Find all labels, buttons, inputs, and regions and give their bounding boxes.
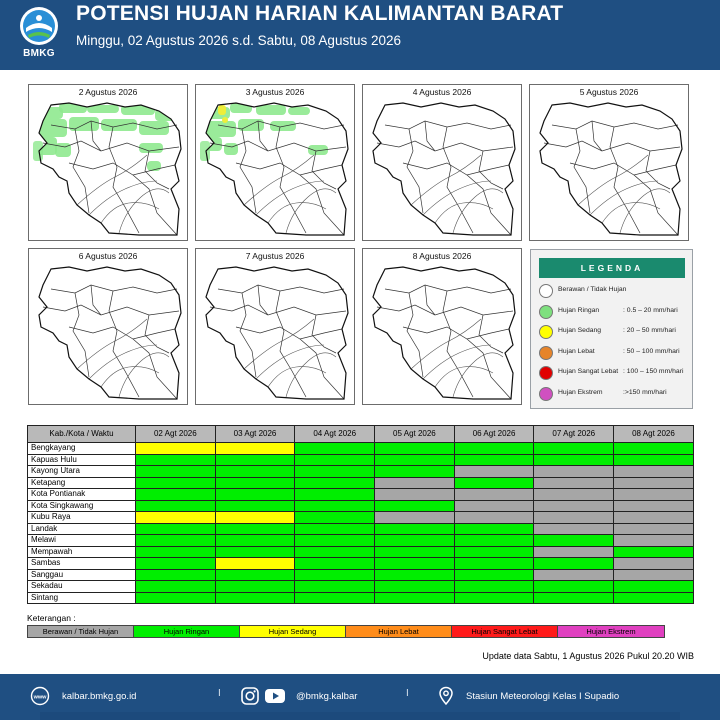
map-panel: [362, 248, 522, 405]
kalbar-map: [196, 249, 356, 406]
legend-item: [539, 282, 689, 300]
forecast-cell: [215, 489, 295, 501]
map-date-label: 2 Agustus 2026: [78, 87, 138, 97]
legend-range: :>150 mm/hari: [623, 388, 667, 396]
forecast-cell: [136, 592, 216, 604]
forecast-cell: [215, 454, 295, 466]
region-name: Kubu Raya: [28, 512, 136, 524]
forecast-cell: [614, 535, 694, 547]
page-title: POTENSI HUJAN HARIAN KALIMANTAN BARAT: [76, 2, 564, 25]
forecast-cell: [295, 489, 375, 501]
forecast-cell: [534, 592, 614, 604]
forecast-cell: [375, 466, 455, 478]
forecast-cell: [295, 512, 375, 524]
region-name: Kota Pontianak: [28, 489, 136, 501]
forecast-cell: [454, 512, 534, 524]
forecast-cell: [215, 466, 295, 478]
keterangan-label: Keterangan :: [27, 613, 76, 623]
table-row: [28, 477, 694, 489]
table-row: [28, 558, 694, 570]
forecast-cell: [295, 535, 375, 547]
forecast-cell: [375, 523, 455, 535]
forecast-cell: [534, 523, 614, 535]
footer-decorative-strip: [40, 712, 680, 720]
map-panel: [195, 84, 355, 241]
forecast-cell: [454, 454, 534, 466]
forecast-cell: [614, 500, 694, 512]
kalbar-map: [29, 249, 189, 406]
legend-swatch: [539, 305, 553, 319]
region-name: Sanggau: [28, 569, 136, 581]
forecast-cell: [375, 454, 455, 466]
forecast-cell: [295, 546, 375, 558]
forecast-cell: [136, 581, 216, 593]
map-date-label: 6 Agustus 2026: [78, 251, 138, 261]
forecast-cell: [454, 581, 534, 593]
forecast-cell: [534, 558, 614, 570]
forecast-cell: [295, 523, 375, 535]
forecast-cell: [454, 546, 534, 558]
youtube-icon: [264, 686, 286, 706]
forecast-cell: [215, 546, 295, 558]
kalbar-map: [363, 85, 523, 242]
table-row: [28, 512, 694, 524]
footer-social[interactable]: [240, 686, 357, 706]
forecast-cell: [215, 558, 295, 570]
forecast-cell: [534, 443, 614, 455]
legend-label: Hujan Sangat Lebat: [558, 368, 619, 375]
social-handle-text: @bmkg.kalbar: [296, 690, 358, 702]
region-name: Sintang: [28, 592, 136, 604]
forecast-cell: [614, 546, 694, 558]
forecast-cell: [614, 523, 694, 535]
forecast-cell: [454, 569, 534, 581]
legend-item: [539, 303, 689, 321]
station-text: Stasiun Meteorologi Kelas I Supadio: [466, 690, 620, 702]
map-date-label: 8 Agustus 2026: [412, 251, 472, 261]
forecast-cell: [534, 466, 614, 478]
forecast-cell: [295, 569, 375, 581]
keterangan-item: Hujan Lebat: [346, 626, 452, 637]
forecast-cell: [215, 512, 295, 524]
forecast-cell: [614, 443, 694, 455]
svg-text:www: www: [33, 694, 47, 701]
update-text: Update data Sabtu, 1 Agustus 2026 Pukul 20.20 WIB: [482, 651, 694, 661]
kalbar-map: [530, 85, 690, 242]
forecast-cell: [375, 546, 455, 558]
forecast-cell: [136, 454, 216, 466]
table-date-header: 07 Agt 2026: [534, 426, 614, 443]
forecast-cell: [534, 546, 614, 558]
forecast-cell: [614, 558, 694, 570]
table-row: [28, 592, 694, 604]
forecast-cell: [375, 535, 455, 547]
forecast-cell: [295, 558, 375, 570]
page-subtitle: Minggu, 02 Agustus 2026 s.d. Sabtu, 08 Agustus 2026: [76, 33, 401, 48]
region-name: Landak: [28, 523, 136, 535]
forecast-cell: [454, 443, 534, 455]
region-name: Ketapang: [28, 477, 136, 489]
map-date-label: 7 Agustus 2026: [245, 251, 305, 261]
table-row: [28, 466, 694, 478]
legend-item: [539, 344, 689, 362]
forecast-cell: [375, 443, 455, 455]
forecast-cell: [534, 500, 614, 512]
legend-item: [539, 364, 689, 382]
keterangan-item: Hujan Ekstrem: [558, 626, 664, 637]
legend-range: : 20 – 50 mm/hari: [623, 327, 676, 334]
map-panel: [28, 248, 188, 405]
forecast-cell: [375, 489, 455, 501]
region-name: Kapuas Hulu: [28, 454, 136, 466]
forecast-cell: [136, 489, 216, 501]
legend-swatch: [539, 284, 553, 298]
table-row: [28, 581, 694, 593]
table-row: [28, 443, 694, 455]
legend-range: : 100 – 150 mm/hari: [623, 368, 684, 375]
forecast-cell: [614, 512, 694, 524]
forecast-cell: [215, 569, 295, 581]
forecast-cell: [295, 500, 375, 512]
forecast-cell: [454, 535, 534, 547]
table-row: [28, 523, 694, 535]
forecast-cell: [614, 581, 694, 593]
legend-label: Hujan Sedang: [558, 327, 602, 334]
footer-station: [438, 686, 619, 706]
forecast-cell: [215, 535, 295, 547]
forecast-cell: [295, 477, 375, 489]
forecast-cell: [534, 512, 614, 524]
forecast-cell: [215, 477, 295, 489]
kalbar-map: [363, 249, 523, 406]
region-name: Melawi: [28, 535, 136, 547]
keterangan-item: Hujan Ringan: [134, 626, 240, 637]
table-row: [28, 546, 694, 558]
map-panel: [529, 84, 689, 241]
region-name: Sambas: [28, 558, 136, 570]
legend-label: Hujan Lebat: [558, 347, 595, 355]
table-date-header: 08 Agt 2026: [614, 426, 694, 443]
forecast-cell: [136, 512, 216, 524]
forecast-cell: [136, 477, 216, 489]
legend-label: Berawan / Tidak Hujan: [558, 286, 627, 293]
footer-separator: I: [406, 688, 409, 699]
table-date-header: 06 Agt 2026: [454, 426, 534, 443]
region-name: Bengkayang: [28, 443, 136, 455]
map-panel: [362, 84, 522, 241]
forecast-cell: [136, 535, 216, 547]
logo-text: BMKG: [23, 48, 55, 59]
legend-swatch: [539, 346, 553, 360]
location-pin-icon: [438, 686, 454, 706]
forecast-cell: [375, 592, 455, 604]
table-row: [28, 500, 694, 512]
forecast-cell: [375, 558, 455, 570]
forecast-cell: [136, 443, 216, 455]
region-name: Kayong Utara: [28, 466, 136, 478]
forecast-cell: [375, 500, 455, 512]
region-name: Kota Singkawang: [28, 500, 136, 512]
forecast-cell: [136, 466, 216, 478]
legend-range: : 50 – 100 mm/hari: [623, 347, 680, 355]
forecast-cell: [534, 454, 614, 466]
forecast-cell: [215, 443, 295, 455]
legend-box: [530, 249, 693, 409]
forecast-cell: [454, 489, 534, 501]
forecast-cell: [375, 569, 455, 581]
legend-item: [539, 385, 689, 403]
map-panel: [28, 84, 188, 241]
legend-swatch: [539, 325, 553, 339]
forecast-cell: [375, 581, 455, 593]
forecast-cell: [454, 500, 534, 512]
table-row: [28, 489, 694, 501]
forecast-cell: [614, 454, 694, 466]
forecast-table: [27, 425, 694, 604]
map-panel: [195, 248, 355, 405]
forecast-cell: [614, 569, 694, 581]
forecast-cell: [454, 592, 534, 604]
table-header-label: Kab./Kota / Waktu: [28, 426, 136, 443]
forecast-cell: [215, 592, 295, 604]
table-row: [28, 569, 694, 581]
keterangan-key-row: [27, 625, 665, 638]
forecast-cell: [215, 523, 295, 535]
region-name: Sekadau: [28, 581, 136, 593]
globe-icon: [30, 686, 50, 706]
forecast-cell: [454, 477, 534, 489]
website-text: kalbar.bmkg.go.id: [62, 690, 137, 702]
forecast-cell: [136, 500, 216, 512]
forecast-cell: [295, 466, 375, 478]
forecast-cell: [215, 581, 295, 593]
forecast-cell: [295, 592, 375, 604]
forecast-cell: [534, 535, 614, 547]
forecast-cell: [295, 581, 375, 593]
footer-separator: I: [218, 688, 221, 699]
map-date-label: 4 Agustus 2026: [412, 87, 472, 97]
forecast-cell: [614, 592, 694, 604]
forecast-cell: [614, 466, 694, 478]
table-row: [28, 454, 694, 466]
legend-title: LEGENDA: [539, 258, 685, 278]
forecast-cell: [614, 477, 694, 489]
table-row: [28, 535, 694, 547]
legend-swatch: [539, 387, 553, 401]
legend-range: : 0.5 – 20 mm/hari: [623, 306, 678, 314]
legend-label: Hujan Ringan: [558, 306, 600, 314]
forecast-cell: [534, 477, 614, 489]
forecast-cell: [295, 443, 375, 455]
instagram-icon: [240, 686, 260, 706]
forecast-cell: [375, 477, 455, 489]
forecast-cell: [534, 569, 614, 581]
forecast-cell: [454, 466, 534, 478]
region-name: Mempawah: [28, 546, 136, 558]
forecast-cell: [454, 558, 534, 570]
forecast-cell: [534, 581, 614, 593]
forecast-cell: [215, 500, 295, 512]
legend-label: Hujan Ekstrem: [558, 388, 603, 396]
keterangan-item: Hujan Sangat Lebat: [452, 626, 558, 637]
legend-item: [539, 323, 689, 341]
legend-swatch: [539, 366, 553, 380]
forecast-cell: [136, 569, 216, 581]
forecast-cell: [136, 558, 216, 570]
table-date-header: 04 Agt 2026: [295, 426, 375, 443]
footer-website[interactable]: [30, 686, 136, 706]
forecast-cell: [136, 523, 216, 535]
table-date-header: 02 Agt 2026: [136, 426, 216, 443]
kalbar-map: [29, 85, 189, 242]
forecast-cell: [614, 489, 694, 501]
forecast-cell: [534, 489, 614, 501]
forecast-cell: [454, 523, 534, 535]
table-date-header: 03 Agt 2026: [215, 426, 295, 443]
keterangan-item: Berawan / Tidak Hujan: [28, 626, 134, 637]
keterangan-item: Hujan Sedang: [240, 626, 346, 637]
map-date-label: 3 Agustus 2026: [245, 87, 305, 97]
kalbar-map: [196, 85, 356, 242]
map-date-label: 5 Agustus 2026: [579, 87, 639, 97]
forecast-cell: [375, 512, 455, 524]
table-header-row: [28, 426, 694, 443]
forecast-cell: [295, 454, 375, 466]
forecast-cell: [136, 546, 216, 558]
table-date-header: 05 Agt 2026: [375, 426, 455, 443]
